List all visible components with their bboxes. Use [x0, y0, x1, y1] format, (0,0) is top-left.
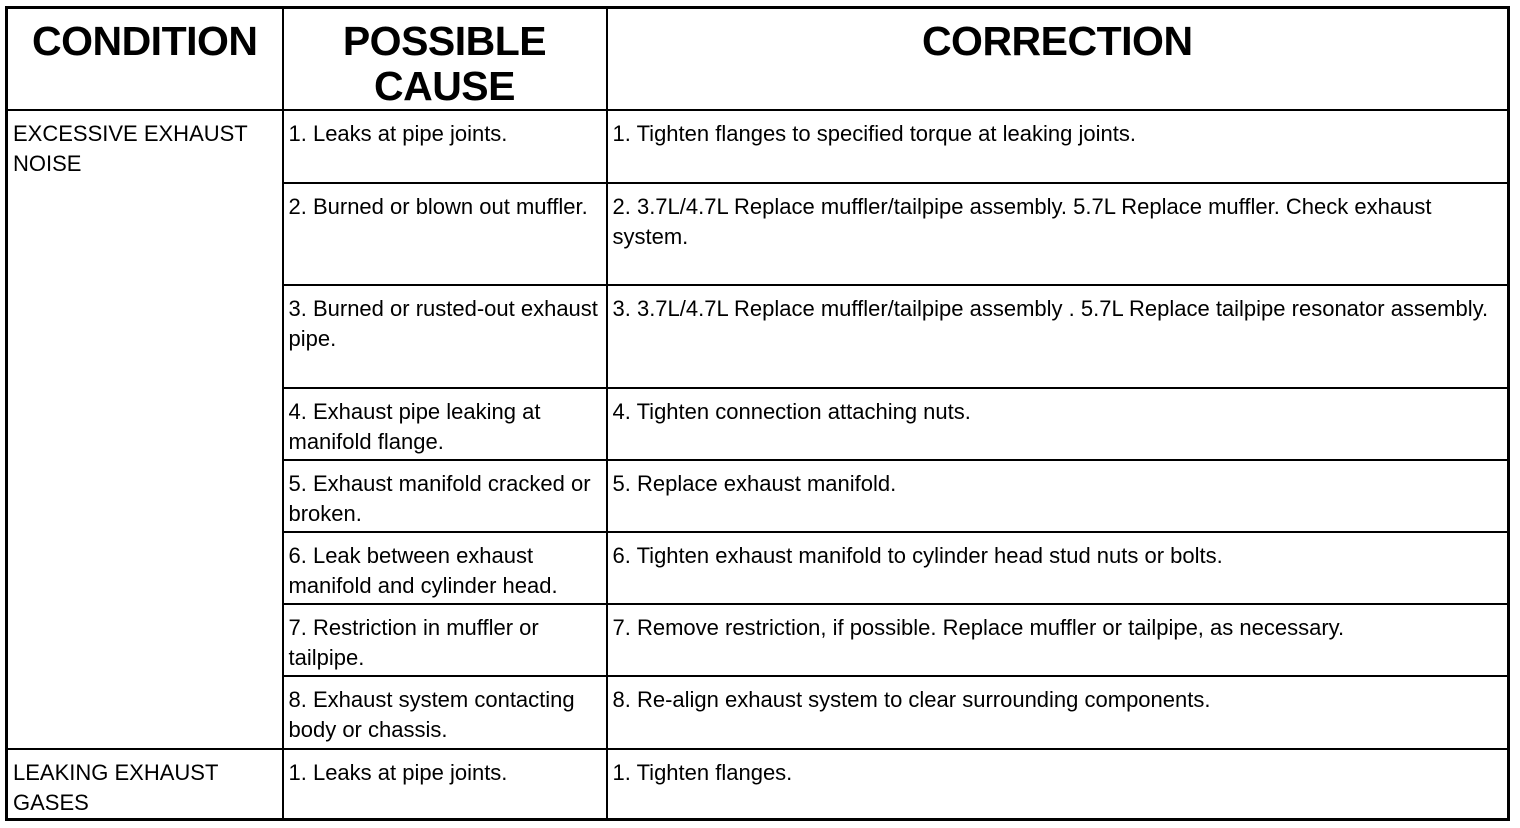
condition-cell: EXCESSIVE EXHAUST NOISE [7, 110, 283, 749]
correction-cell: 1. Tighten flanges. [607, 749, 1509, 820]
condition-cell: LEAKING EXHAUST GASES [7, 749, 283, 820]
table-row [7, 110, 1509, 183]
diagnosis-table [5, 6, 1510, 821]
correction-cell: 3. 3.7L/4.7L Replace muffler/tailpipe assembly . 5.7L Replace tailpipe resonator assembly. [607, 285, 1509, 388]
cause-cell: 8. Exhaust system contacting body or chassis. [283, 676, 607, 749]
header-row [7, 8, 1509, 111]
cause-cell: 2. Burned or blown out muffler. [283, 183, 607, 285]
header-possible-cause: POSSIBLE CAUSE [283, 8, 607, 111]
cause-cell: 1. Leaks at pipe joints. [283, 110, 607, 183]
header-condition: CONDITION [7, 8, 283, 111]
correction-cell: 8. Re-align exhaust system to clear surrounding components. [607, 676, 1509, 749]
table-row [7, 749, 1509, 820]
cause-cell: 1. Leaks at pipe joints. [283, 749, 607, 820]
correction-cell: 5. Replace exhaust manifold. [607, 460, 1509, 532]
header-correction: CORRECTION [607, 8, 1509, 111]
correction-cell: 4. Tighten connection attaching nuts. [607, 388, 1509, 460]
correction-cell: 2. 3.7L/4.7L Replace muffler/tailpipe assembly. 5.7L Replace muffler. Check exhaust system. [607, 183, 1509, 285]
cause-cell: 5. Exhaust manifold cracked or broken. [283, 460, 607, 532]
cause-cell: 6. Leak between exhaust manifold and cylinder head. [283, 532, 607, 604]
correction-cell: 1. Tighten flanges to specified torque at leaking joints. [607, 110, 1509, 183]
cause-cell: 7. Restriction in muffler or tailpipe. [283, 604, 607, 676]
cause-cell: 4. Exhaust pipe leaking at manifold flange. [283, 388, 607, 460]
cause-cell: 3. Burned or rusted-out exhaust pipe. [283, 285, 607, 388]
correction-cell: 6. Tighten exhaust manifold to cylinder head stud nuts or bolts. [607, 532, 1509, 604]
correction-cell: 7. Remove restriction, if possible. Replace muffler or tailpipe, as necessary. [607, 604, 1509, 676]
